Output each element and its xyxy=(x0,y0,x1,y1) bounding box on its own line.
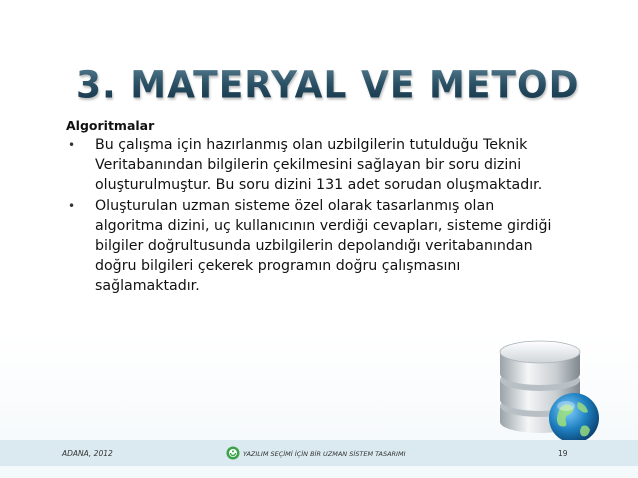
page-number: 19 xyxy=(558,449,568,458)
database-globe-icon xyxy=(494,336,604,448)
footer-strip xyxy=(0,466,638,478)
slide-title: 3. MATERYAL VE METOD xyxy=(76,64,580,108)
bullet-marker: • xyxy=(68,138,76,152)
university-logo-icon xyxy=(226,446,240,460)
bullet-item xyxy=(66,135,566,195)
bullet-item xyxy=(66,196,566,296)
bullet-list xyxy=(66,135,566,297)
footer-presentation-title: YAZILIM SEÇİMİ İÇİN BİR UZMAN SİSTEM TASARIMI xyxy=(243,450,406,458)
bullet-marker: • xyxy=(68,199,76,213)
bullet-text: Oluşturulan uzman sisteme özel olarak tasarlanmış olan algoritma dizini, uç kullanıcının verdiği cevapları, sisteme girdiği bilgiler doğrultusunda uzbilgilerin depolandığı veritabanından doğru bilgileri çekerek programın doğru çalışmasını sağlamaktadır. xyxy=(95,198,552,294)
footer-location-date: ADANA, 2012 xyxy=(62,449,113,458)
section-heading: Algoritmalar xyxy=(66,118,155,133)
bullet-text: Bu çalışma için hazırlanmış olan uzbilgilerin tutulduğu Teknik Veritabanından bilgilerin çekilmesini sağlayan bir soru dizini oluşturulmuştur. Bu soru dizini 131 adet sorudan oluşmaktadır. xyxy=(95,137,543,193)
